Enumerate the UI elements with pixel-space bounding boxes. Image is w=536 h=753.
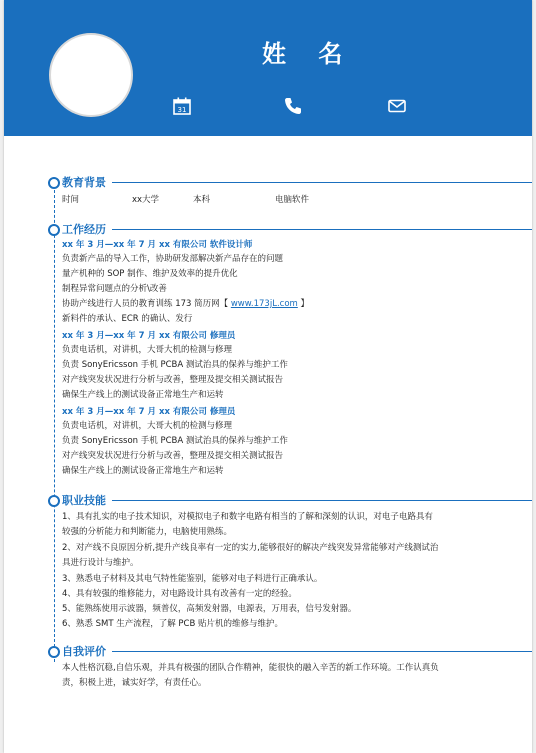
section-divider xyxy=(112,651,532,652)
mail-icon[interactable] xyxy=(387,96,407,116)
job-line-with-link xyxy=(62,297,309,312)
education-major: 电脑软件 xyxy=(275,195,310,205)
section-divider xyxy=(112,500,532,501)
job-line: 负责电话机，对讲机，大哥大机的检测与修理 xyxy=(62,345,233,355)
skill-line: 较强的分析能力和判断能力，电脑使用熟练。 xyxy=(62,527,233,537)
calendar-icon[interactable] xyxy=(172,96,192,116)
skill-line: 5、能熟练使用示波器，频普仪，高频发射器，电源表，万用表，信号发射器。 xyxy=(62,604,357,614)
education-school: xx大学 xyxy=(132,195,160,205)
job-header: xx 年 3 月—xx 年 7 月 xx 有限公司 软件设计师 xyxy=(62,240,253,250)
skill-line: 具进行设计与维护。 xyxy=(62,558,139,568)
timeline-line xyxy=(54,180,55,662)
section-title-education: 教育背景 xyxy=(62,176,106,189)
job-line: 负责 SonyEricsson 手机 PCBA 测试治具的保养与维护工作 xyxy=(62,360,288,370)
section-skills xyxy=(4,495,532,511)
skill-line: 2、对产线不良原因分析,提升产线良率有一定的实力,能够很好的解决产线突发异常能够对产线测试治 xyxy=(62,543,439,553)
job-header: xx 年 3 月—xx 年 7 月 xx 有限公司 修理员 xyxy=(62,407,236,417)
website-link[interactable]: www.173jL.com xyxy=(230,299,298,309)
education-time: 时间 xyxy=(62,195,80,205)
skill-line: 3、熟悉电子材料及其电气特性能鉴别，能够对电子料进行正确承认。 xyxy=(62,574,323,584)
section-dot xyxy=(48,224,60,236)
job-line: 负责电话机，对讲机，大哥大机的检测与修理 xyxy=(62,421,233,431)
job-line: 对产线突发状况进行分析与改善，整理及提交相关测试报告 xyxy=(62,451,284,461)
section-divider xyxy=(112,182,532,183)
job-line: 确保生产线上的测试设备正常地生产和运转 xyxy=(62,466,224,476)
job-line: 确保生产线上的测试设备正常地生产和运转 xyxy=(62,390,224,400)
svg-text:31: 31 xyxy=(177,106,187,114)
job-line-text: 协助产线进行人员的教育训练 173 简历网【 xyxy=(62,299,229,309)
job-header: xx 年 3 月—xx 年 7 月 xx 有限公司 修理员 xyxy=(62,331,236,341)
job-line: 量产机种的 SOP 制作、维护及效率的提升优化 xyxy=(62,269,238,279)
job-line: 制程异常问题点的分析\改善 xyxy=(62,284,167,294)
skill-line: 1、具有扎实的电子技术知识，对模拟电子和数字电路有相当的了解和深刻的认识，对电子电路具有 xyxy=(62,512,433,522)
section-dot xyxy=(48,495,60,507)
section-dot xyxy=(48,177,60,189)
section-dot xyxy=(48,646,60,658)
phone-icon[interactable] xyxy=(283,96,303,116)
job-line-suffix: 】 xyxy=(300,299,310,309)
page-title: 姓 名 xyxy=(262,40,355,68)
skill-line: 6、熟悉 SMT 生产流程，了解 PCB 贴片机的维修与维护。 xyxy=(62,619,284,629)
job-line: 负责新产品的导入工作，协助研发部解决新产品存在的问题 xyxy=(62,254,284,264)
section-title-skills: 职业技能 xyxy=(62,494,106,507)
section-self-evaluation xyxy=(4,646,532,662)
section-work xyxy=(4,224,532,240)
education-degree: 本科 xyxy=(193,195,211,205)
self-evaluation-line: 本人性格沉稳,自信乐观，并具有极强的团队合作精神，能很快的融入辛苦的新工作环境。工作认真负 xyxy=(62,663,439,673)
section-title-self-evaluation: 自我评价 xyxy=(62,645,106,658)
job-line: 负责 SonyEricsson 手机 PCBA 测试治具的保养与维护工作 xyxy=(62,436,288,446)
header-banner xyxy=(4,0,532,136)
section-education xyxy=(4,177,532,193)
self-evaluation-line: 责，积极上进，诚实好学，有责任心。 xyxy=(62,678,207,688)
job-line: 新料件的承认、ECR 的确认、发行 xyxy=(62,314,193,324)
resume-page xyxy=(4,0,532,753)
section-divider xyxy=(112,229,532,230)
avatar[interactable] xyxy=(49,33,133,117)
skill-line: 4、具有较强的维修能力，对电路设计具有改善有一定的经验。 xyxy=(62,589,297,599)
section-title-work: 工作经历 xyxy=(62,223,106,236)
job-line: 对产线突发状况进行分析与改善，整理及提交相关测试报告 xyxy=(62,375,284,385)
